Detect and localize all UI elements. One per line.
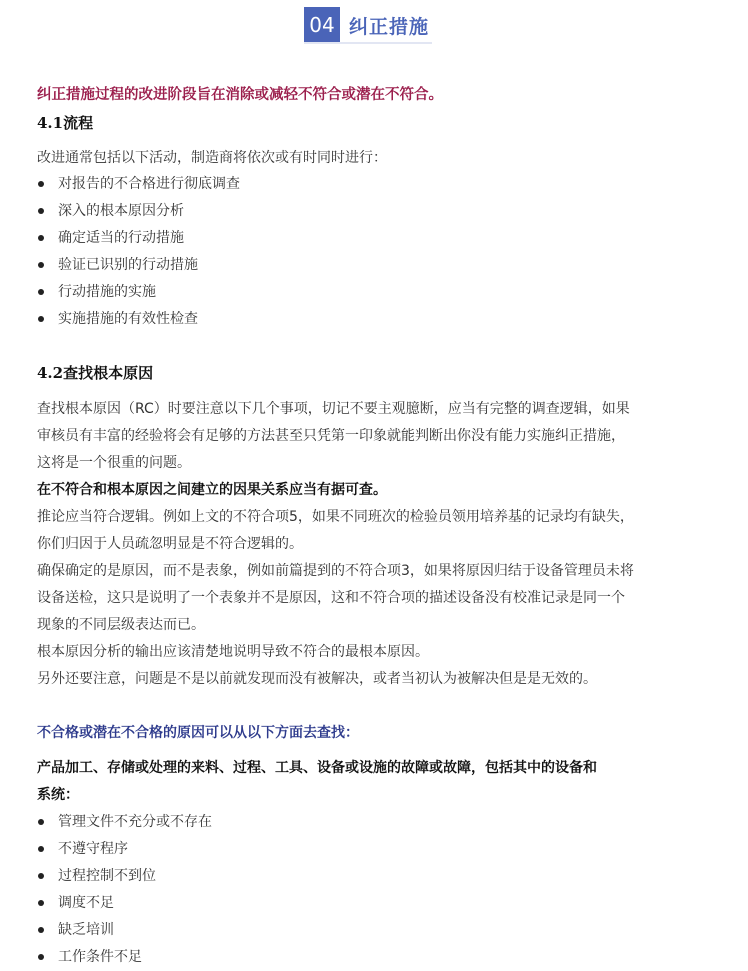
heading-4-1 (37, 113, 93, 133)
bullet-dot (38, 208, 44, 214)
lead-statement: 纠正措施过程的改进阶段旨在消除或减轻不符合或潜在不符合。 (37, 87, 443, 103)
heading-4-2 (37, 363, 153, 383)
bullet-dot (38, 181, 44, 187)
list-item: 实施措施的有效性检查 (37, 309, 198, 329)
bullet-dot (38, 900, 44, 906)
list-item: 确定适当的行动措施 (37, 228, 184, 248)
bullet-dot (38, 954, 44, 960)
paragraph-line: 根本原因分析的输出应该清楚地说明导致不符合的最根本原因。 (37, 644, 429, 660)
section-header (304, 7, 429, 43)
paragraph-line: 你们归因于人员疏忽明显是不符合逻辑的。 (37, 536, 303, 552)
paragraph-line: 确保确定的是原因，而不是表象，例如前篇提到的不符合项3，如果将原因归结于设备管理员未将 (37, 563, 634, 579)
list-item: 过程控制不到位 (37, 866, 156, 886)
causes-subtitle-line: 系统： (37, 787, 79, 803)
list-item: 不遵守程序 (37, 839, 128, 859)
heading-text: 流程 (63, 114, 94, 132)
bullet-dot (38, 927, 44, 933)
paragraph-line: 另外还要注意，问题是不是以前就发现而没有被解决，或者当初认为被解决但是是无效的。 (37, 671, 597, 687)
paragraph-line: 推论应当符合逻辑。例如上文的不符合项5，如果不同班次的检验员领用培养基的记录均有缺失， (37, 509, 634, 525)
section-title: 纠正措施 (349, 15, 430, 38)
bullet-dot (38, 819, 44, 825)
bullet-dot (38, 846, 44, 852)
list-item: 工作条件不足 (37, 947, 142, 967)
paragraph-line: 审核员有丰富的经验将会有足够的方法甚至只凭第一印象就能判断出你没有能力实施纠正措施， (37, 428, 625, 444)
heading-text: 查找根本原因 (63, 364, 154, 382)
causes-heading: 不合格或潜在不合格的原因可以从以下方面去查找： (37, 725, 359, 741)
section-number-badge: 04 (304, 7, 340, 43)
causes-subtitle-line: 产品加工、存储或处理的来料、过程、工具、设备或设施的故障或故障，包括其中的设备和 (37, 760, 597, 776)
header-underline (304, 42, 432, 44)
bullet-dot (38, 289, 44, 295)
list-item: 缺乏培训 (37, 920, 114, 940)
paragraph-line: 现象的不同层级表达而已。 (37, 617, 205, 633)
paragraph-line: 查找根本原因（RC）时要注意以下几个事项，切记不要主观臆断，应当有完整的调查逻辑，如果 (37, 401, 630, 417)
process-intro: 改进通常包括以下活动，制造商将依次或有时同时进行： (37, 150, 387, 166)
paragraph-line: 设备送检，这只是说明了一个表象并不是原因，这和不符合项的描述设备没有校准记录是同一个 (37, 590, 625, 606)
list-item: 对报告的不合格进行彻底调查 (37, 174, 240, 194)
heading-number: 4.1 (37, 114, 64, 132)
heading-number: 4.2 (37, 364, 64, 382)
paragraph-line: 这将是一个很重的问题。 (37, 455, 191, 471)
list-item: 管理文件不充分或不存在 (37, 812, 212, 832)
bullet-dot (38, 873, 44, 879)
list-item: 行动措施的实施 (37, 282, 156, 302)
bullet-dot (38, 316, 44, 322)
list-item: 深入的根本原因分析 (37, 201, 184, 221)
bullet-dot (38, 235, 44, 241)
bold-statement: 在不符合和根本原因之间建立的因果关系应当有据可查。 (37, 482, 387, 498)
list-item: 验证已识别的行动措施 (37, 255, 198, 275)
list-item: 调度不足 (37, 893, 114, 913)
bullet-dot (38, 262, 44, 268)
